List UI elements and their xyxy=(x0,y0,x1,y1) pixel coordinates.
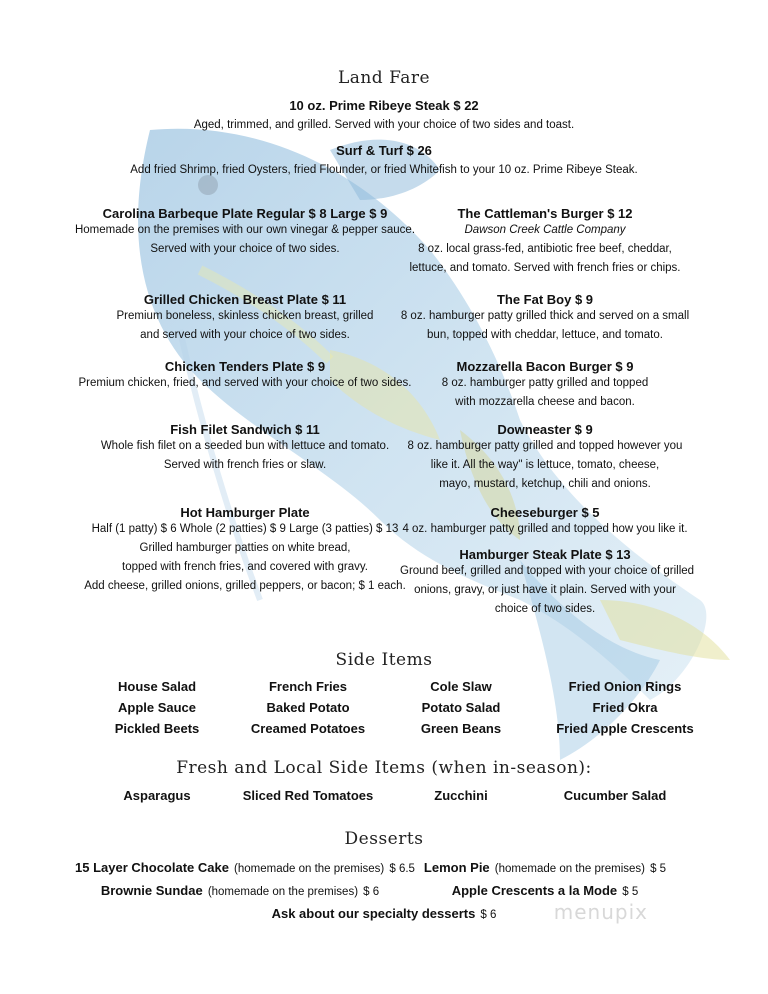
downeaster-title: Downeaster $ 9 xyxy=(497,422,593,437)
cattleman-burger-title: The Cattleman's Burger $ 12 xyxy=(457,206,633,221)
surf-turf-title: Surf & Turf $ 26 xyxy=(336,143,432,158)
side-item: Green Beans xyxy=(420,721,502,736)
hamburger-steak-desc-3: choice of two sides. xyxy=(494,603,596,615)
downeaster-item xyxy=(400,422,690,494)
hot-hamburger-desc-2: topped with french fries, and covered with gravy. xyxy=(122,561,368,573)
dessert-price: $ 6 xyxy=(363,886,380,898)
hamburger-steak-title: Hamburger Steak Plate $ 13 xyxy=(459,547,631,562)
mozzarella-burger-desc-2: with mozzarella cheese and bacon. xyxy=(455,396,635,408)
grilled-chicken-item xyxy=(30,292,460,345)
side-item: Fried Okra xyxy=(592,700,658,715)
fresh-item-cucumber-salad: Cucumber Salad xyxy=(563,788,667,803)
bbq-plate-title: Carolina Barbeque Plate Regular $ 8 Large $ 9 xyxy=(102,206,388,221)
cattleman-burger-desc-1: 8 oz. local grass-fed, antibiotic free beef, cheddar, xyxy=(418,243,672,255)
hot-hamburger-desc-1: Grilled hamburger patties on white bread, xyxy=(139,542,351,554)
mozzarella-burger-item xyxy=(400,359,690,412)
surf-turf-description: Add fried Shrimp, fried Oysters, fried Flounder, or fried Whitefish to your 10 oz. Prime Ribeye Steak. xyxy=(130,164,638,176)
dessert-note: (homemade on the premises) xyxy=(234,863,385,875)
dessert-lemon-pie xyxy=(410,857,680,879)
hot-hamburger-desc-3: Add cheese, grilled onions, grilled peppers, or bacon; $ 1 each. xyxy=(84,580,406,592)
bbq-plate-desc-2: Served with your choice of two sides. xyxy=(150,243,340,255)
dessert-name: 15 Layer Chocolate Cake xyxy=(75,860,229,875)
fat-boy-desc-2: bun, topped with cheddar, lettuce, and tomato. xyxy=(427,329,663,341)
side-item: Apple Sauce xyxy=(117,700,197,715)
hamburger-steak-desc-1: Ground beef, grilled and topped with your choice of grilled xyxy=(400,565,695,577)
side-items-column-2 xyxy=(233,676,383,739)
side-items-column-4 xyxy=(530,676,720,739)
side-item: Pickled Beets xyxy=(114,721,200,736)
fresh-local-heading: Fresh and Local Side Items (when in-season): xyxy=(176,758,592,778)
side-item: Potato Salad xyxy=(421,700,501,715)
cheeseburger-desc: 4 oz. hamburger patty grilled and topped how you like it. xyxy=(402,523,688,535)
dessert-note: (homemade on the premises) xyxy=(207,886,359,898)
hot-hamburger-title: Hot Hamburger Plate xyxy=(180,505,310,520)
dessert-specialty xyxy=(0,903,768,925)
dessert-name: Brownie Sundae xyxy=(100,883,203,898)
side-items-column-1 xyxy=(82,676,232,739)
dessert-brownie-sundae xyxy=(90,880,390,902)
cattleman-burger-source: Dawson Creek Cattle Company xyxy=(464,224,626,236)
side-items-column-3 xyxy=(386,676,536,739)
dessert-price: $ 6.5 xyxy=(389,863,415,875)
fat-boy-title: The Fat Boy $ 9 xyxy=(496,292,594,307)
hamburger-steak-desc-2: onions, gravy, or just have it plain. Served with your xyxy=(414,584,676,596)
cheeseburger-item xyxy=(400,505,690,539)
side-item: Cole Slaw xyxy=(430,679,492,694)
dessert-name: Ask about our specialty desserts xyxy=(271,906,476,921)
grilled-chicken-desc-2: and served with your choice of two sides. xyxy=(140,329,350,341)
cheeseburger-title: Cheeseburger $ 5 xyxy=(490,505,600,520)
dessert-price: $ 5 xyxy=(650,863,667,875)
fish-filet-title: Fish Filet Sandwich $ 11 xyxy=(170,422,320,437)
side-item: Baked Potato xyxy=(266,700,350,715)
side-item: House Salad xyxy=(117,679,197,694)
cattleman-burger-desc-2: lettuce, and tomato. Served with french fries or chips. xyxy=(409,262,681,274)
dessert-name: Apple Crescents a la Mode xyxy=(451,883,618,898)
fresh-item-zucchini: Zucchini xyxy=(434,788,488,803)
ribeye-description: Aged, trimmed, and grilled. Served with your choice of two sides and toast. xyxy=(193,119,575,131)
downeaster-desc-3: mayo, mustard, ketchup, chili and onions. xyxy=(439,478,651,490)
fish-filet-desc-2: Served with french fries or slaw. xyxy=(163,459,327,471)
grilled-chicken-title: Grilled Chicken Breast Plate $ 11 xyxy=(143,292,347,307)
fat-boy-item xyxy=(400,292,690,345)
side-items-heading: Side Items xyxy=(335,650,433,670)
menupix-watermark: menupix xyxy=(553,900,648,924)
chicken-tenders-title: Chicken Tenders Plate $ 9 xyxy=(164,359,326,374)
ribeye-title: 10 oz. Prime Ribeye Steak $ 22 xyxy=(289,98,479,113)
side-item: French Fries xyxy=(268,679,348,694)
land-fare-heading: Land Fare xyxy=(337,68,431,88)
side-item: Fried Apple Crescents xyxy=(556,721,694,736)
chicken-tenders-desc: Premium chicken, fried, and served with your choice of two sides. xyxy=(78,377,412,389)
mozzarella-burger-desc-1: 8 oz. hamburger patty grilled and topped xyxy=(441,377,649,389)
dessert-chocolate-cake xyxy=(60,857,430,879)
cattleman-burger-item xyxy=(400,206,690,278)
side-item: Fried Onion Rings xyxy=(568,679,682,694)
hot-hamburger-item xyxy=(30,505,460,596)
grilled-chicken-desc-1: Premium boneless, skinless chicken breast, grilled xyxy=(116,310,374,322)
mozzarella-burger-title: Mozzarella Bacon Burger $ 9 xyxy=(456,359,634,374)
hamburger-steak-item xyxy=(400,547,695,619)
dessert-price: $ 6 xyxy=(480,909,497,921)
desserts-heading: Desserts xyxy=(344,829,424,849)
fish-filet-item xyxy=(30,422,460,475)
downeaster-desc-2: like it. All the way" is lettuce, tomato, cheese, xyxy=(430,459,660,471)
bbq-plate-desc-1: Homemade on the premises with our own vinegar & pepper sauce. xyxy=(74,224,416,236)
fish-filet-desc-1: Whole fish filet on a seeded bun with lettuce and tomato. xyxy=(100,440,390,452)
dessert-name: Lemon Pie xyxy=(423,860,490,875)
dessert-note: (homemade on the premises) xyxy=(494,863,645,875)
bbq-plate-item xyxy=(30,206,460,259)
side-item: Creamed Potatoes xyxy=(250,721,366,736)
hot-hamburger-sizes: Half (1 patty) $ 6 Whole (2 patties) $ 9 Large (3 patties) $ 13 xyxy=(91,523,399,535)
fresh-item-asparagus: Asparagus xyxy=(123,788,191,803)
fresh-item-tomatoes: Sliced Red Tomatoes xyxy=(242,788,374,803)
dessert-apple-crescents xyxy=(430,880,660,902)
dessert-price: $ 5 xyxy=(622,886,639,898)
chicken-tenders-item xyxy=(30,359,460,393)
fat-boy-desc-1: 8 oz. hamburger patty grilled thick and served on a small xyxy=(400,310,690,322)
downeaster-desc-1: 8 oz. hamburger patty grilled and topped however you xyxy=(407,440,683,452)
